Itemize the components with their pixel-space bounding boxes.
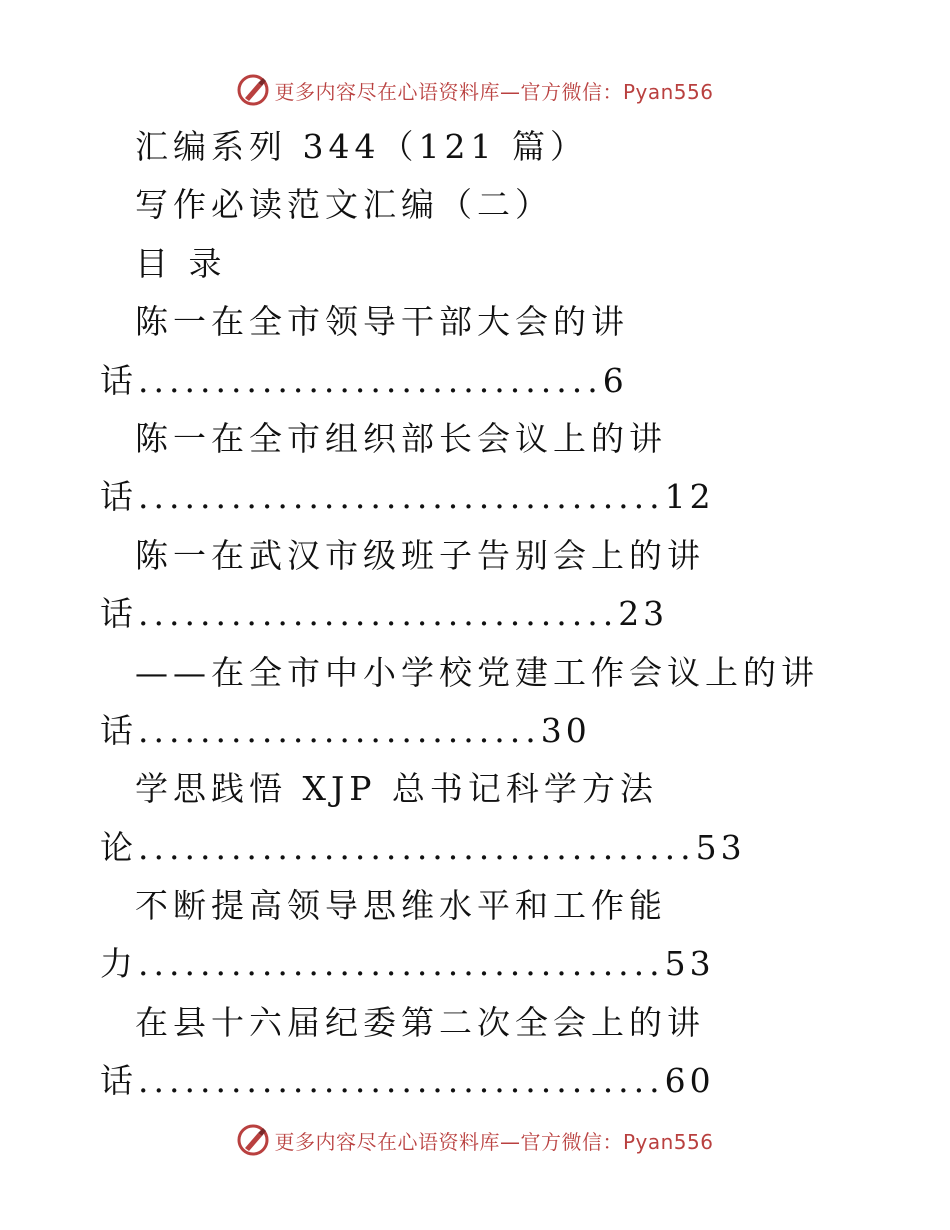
pen-logo-icon bbox=[236, 1123, 270, 1157]
toc-title: 目 录 bbox=[135, 243, 227, 283]
toc-entry-continuation bbox=[0, 935, 950, 993]
series-title: 汇编系列 344（121 篇） bbox=[135, 127, 588, 166]
bottom-watermark bbox=[0, 1120, 950, 1160]
toc-entry-continuation bbox=[0, 819, 950, 877]
collection-title: 写作必读范文汇编（二） bbox=[135, 185, 553, 225]
pen-logo-icon bbox=[236, 73, 270, 107]
top-watermark bbox=[0, 70, 950, 110]
toc-entry-continuation bbox=[0, 585, 950, 643]
toc-entry-tail: 力 bbox=[100, 944, 138, 984]
toc-entry-tail: 话 bbox=[100, 1061, 138, 1101]
toc-entry-continuation bbox=[0, 468, 950, 526]
toc-entry-title: 陈一在武汉市级班子告别会上的讲 bbox=[135, 535, 705, 575]
toc-entry-title: 陈一在全市组织部长会议上的讲 bbox=[135, 418, 667, 458]
watermark-text: 更多内容尽在心语资料库—官方微信：Pyan556 bbox=[274, 1129, 714, 1154]
toc-entry-continuation bbox=[0, 1052, 950, 1110]
toc-leader-dots: .................................. bbox=[138, 1061, 665, 1101]
toc-page-number: 6 bbox=[602, 360, 628, 400]
toc-leader-dots: ............................... bbox=[138, 594, 619, 634]
toc-entry-title: 在县十六届纪委第二次全会上的讲 bbox=[135, 1002, 705, 1042]
toc-page-number: 53 bbox=[664, 944, 715, 984]
toc-entry-continuation bbox=[0, 702, 950, 760]
watermark-text: 更多内容尽在心语资料库—官方微信：Pyan556 bbox=[274, 79, 714, 104]
toc-entry-tail: 论 bbox=[100, 827, 138, 867]
toc-page-number: 23 bbox=[618, 594, 669, 634]
toc-entry-tail: 话 bbox=[100, 710, 138, 750]
toc-entry-title: 学思践悟 XJP 总书记科学方法 bbox=[135, 769, 658, 809]
document-body bbox=[0, 118, 950, 1111]
toc-page-number: 12 bbox=[664, 477, 715, 517]
toc-entry-continuation bbox=[0, 352, 950, 410]
toc-leader-dots: .................................. bbox=[138, 944, 665, 984]
toc-entry-title: 不断提高领导思维水平和工作能 bbox=[135, 886, 667, 926]
toc-page-number: 30 bbox=[540, 710, 591, 750]
toc-entry-title: ——在全市中小学校党建工作会议上的讲 bbox=[135, 652, 819, 692]
toc-leader-dots: .......................... bbox=[138, 710, 541, 750]
toc-entry-title: 陈一在全市领导干部大会的讲 bbox=[135, 302, 629, 342]
toc-page-number: 60 bbox=[664, 1061, 715, 1101]
toc-entry-tail: 话 bbox=[100, 360, 138, 400]
toc-leader-dots: .............................. bbox=[138, 360, 603, 400]
toc-entry-tail: 话 bbox=[100, 594, 138, 634]
toc-leader-dots: .................................. bbox=[138, 477, 665, 517]
toc-entry-tail: 话 bbox=[100, 477, 138, 517]
toc-leader-dots: .................................... bbox=[138, 827, 696, 867]
toc-page-number: 53 bbox=[695, 827, 746, 867]
